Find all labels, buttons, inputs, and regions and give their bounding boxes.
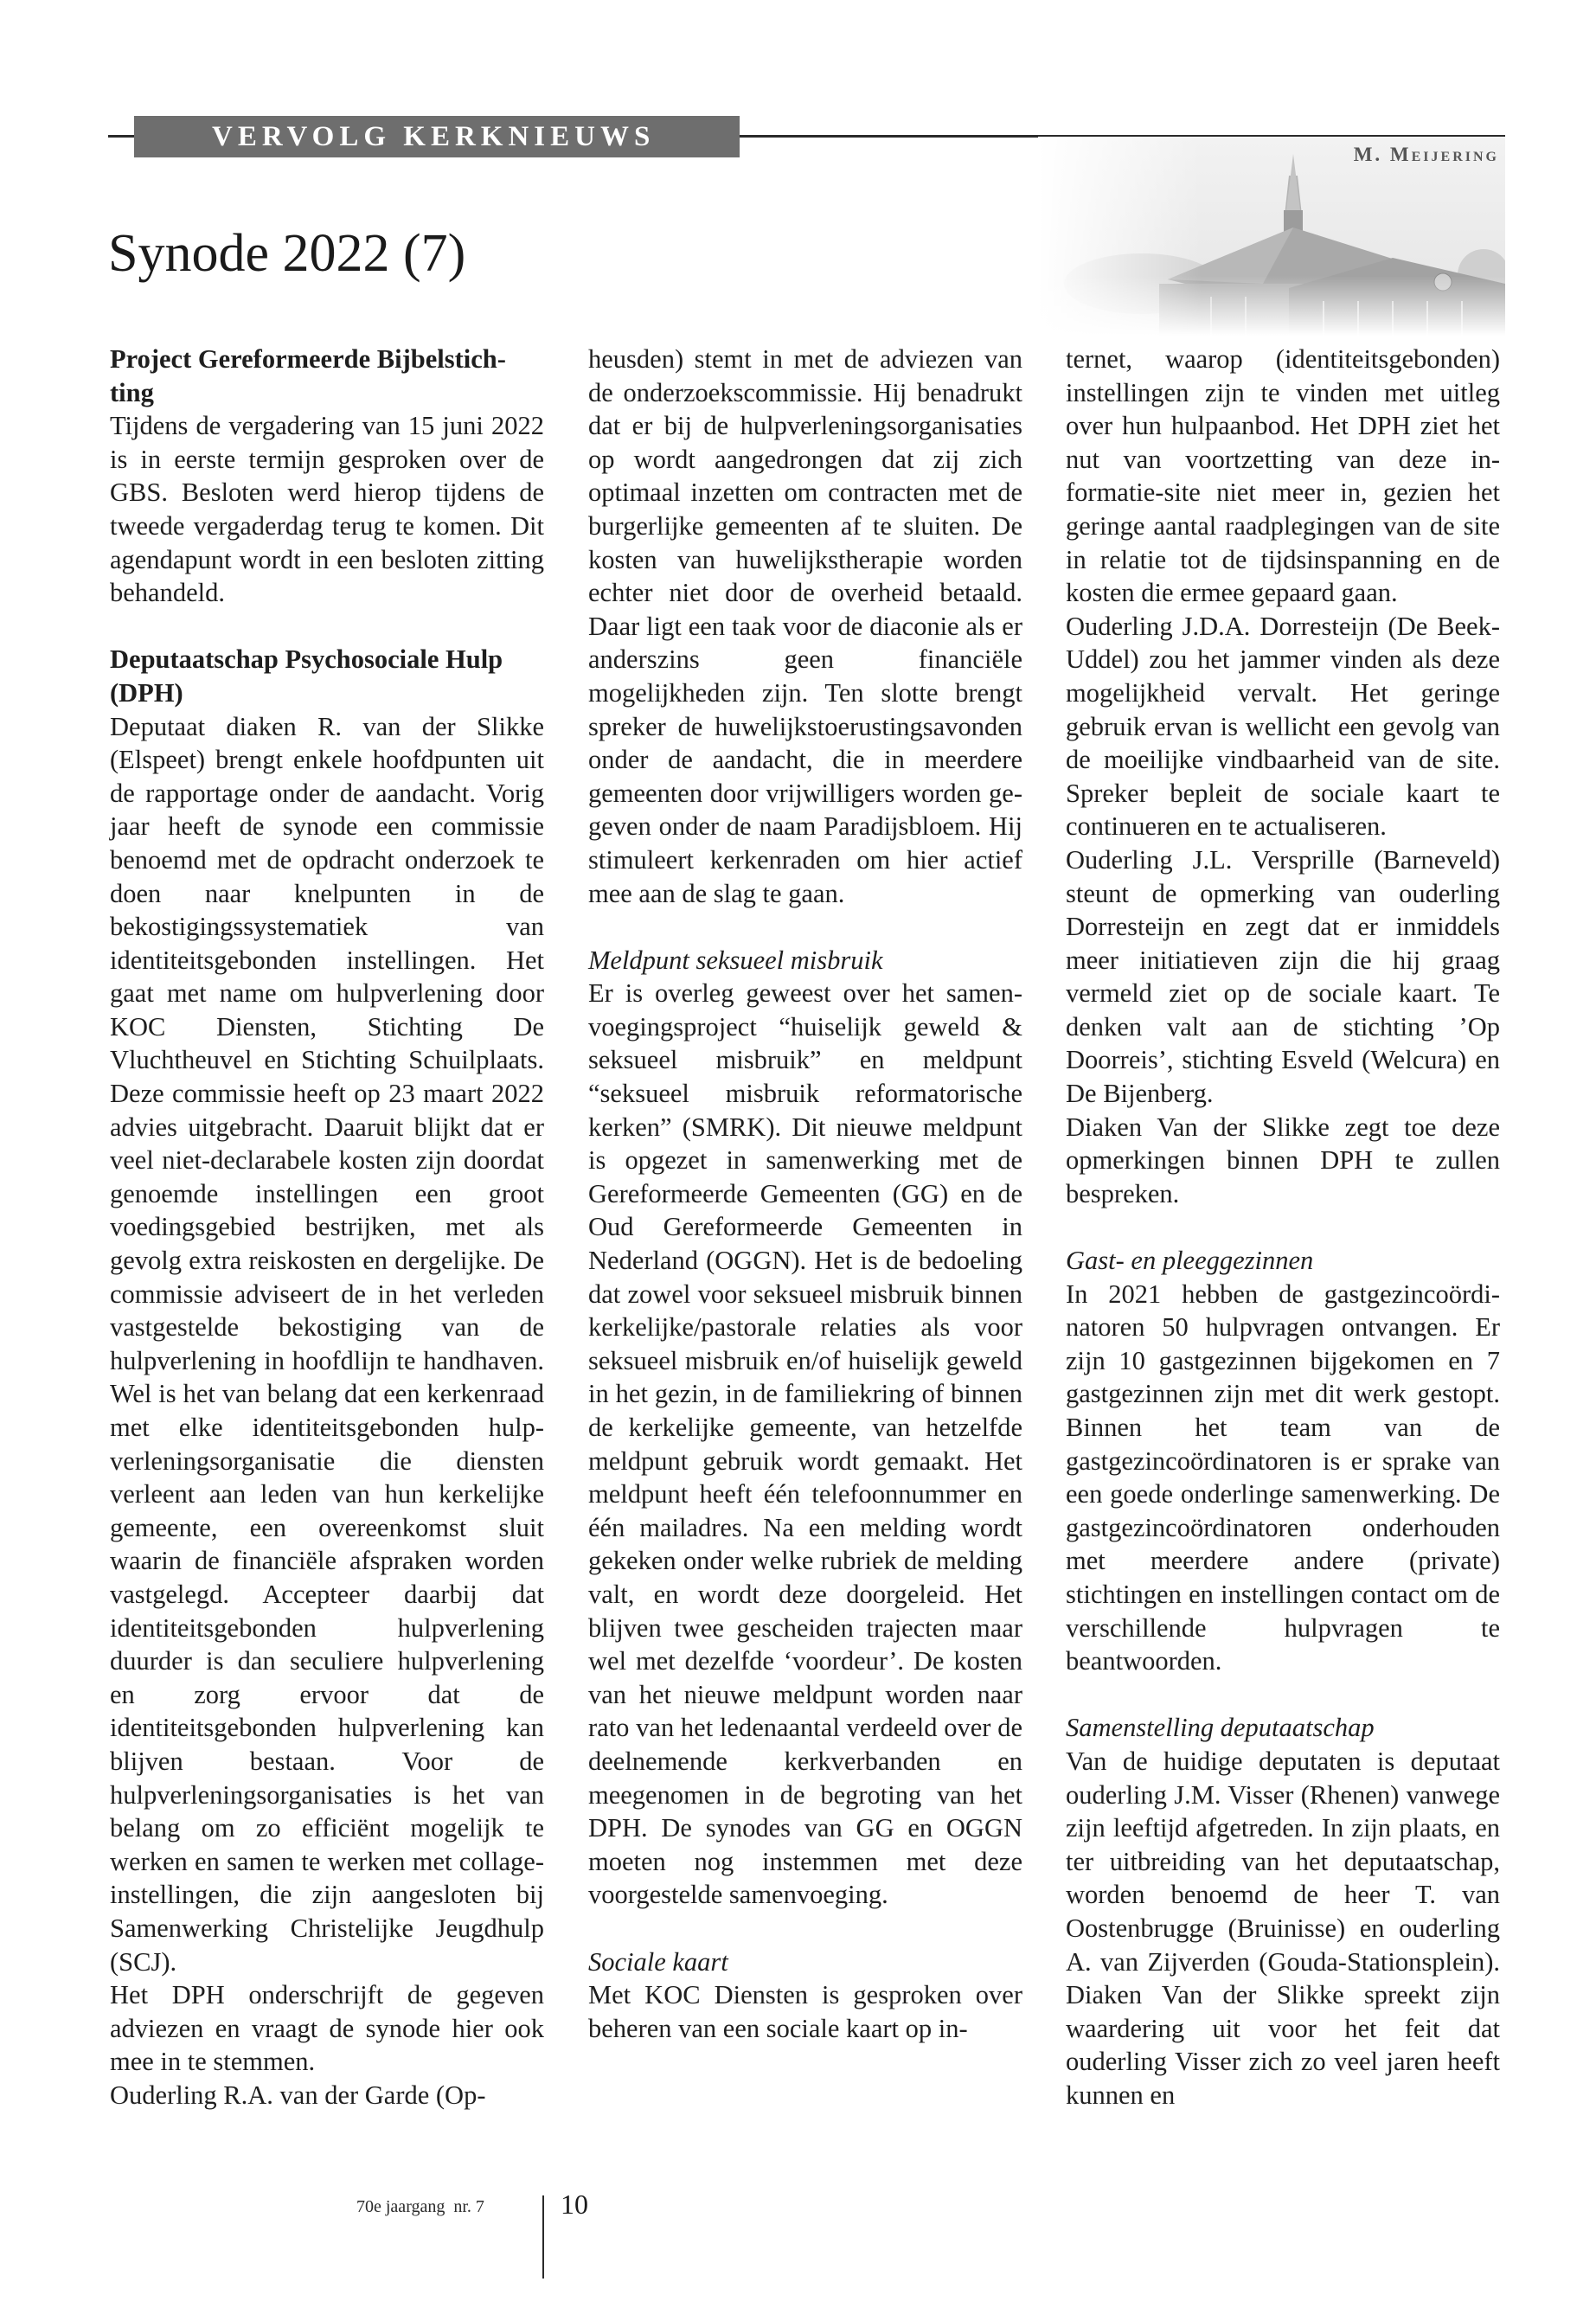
church-icon — [1038, 137, 1505, 336]
column-2 — [588, 343, 1022, 2045]
author-name: M. Meijering — [1353, 144, 1499, 165]
paragraph-spacer — [1066, 1210, 1500, 1244]
article-title: Synode 2022 (7) — [108, 224, 466, 283]
footer-divider — [542, 2195, 544, 2279]
paragraph: Het DPH onderschrijft de gegeven adviezen en vraagt de synode hier ook mee in te stemmen. — [110, 1980, 544, 2077]
section-label: VERVOLG KERKNIEUWS — [212, 120, 656, 152]
section-banner — [134, 116, 740, 157]
section-heading: Deputaatschap Psychosociale Hulp (DPH) — [110, 644, 503, 708]
subsection-heading: Meldpunt seksueel misbruik — [588, 945, 883, 975]
column-3 — [1066, 343, 1500, 2112]
paragraph: Van de huidige deputaten is deputaat ouderling J.M. Visser (Rhenen) vanwege zijn leeftijd afgetreden. In zijn plaats, en ter uitbreiding van het deputaatschap, worden benoemd de heer T. van Oostenbrugge (Bruinisse) en ouderling A. van Zijverden (Gouda-Stationsplein). Diaken Van der Slikke spreekt zijn waardering uit voor het feit dat ouderling Visser zich zo veel jaren heeft kunnen en — [1066, 1746, 1500, 2110]
paragraph-spacer — [110, 610, 544, 644]
paragraph: Deputaat diaken R. van der Slikke (Elspeet) brengt enkele hoofdpunten uit de rapportage onder de aandacht. Vorig jaar heeft de synode een commissie benoemd met de opdracht onderzoek te doen naar knelpunten in de bekostigingssystematiek van identiteitsgebonden instellingen. Het gaat met name om hulpverlening door KOC Diensten, Stichting De Vluchtheuvel en Stichting Schuilplaats. Deze commissie heeft op 23 maart 2022 advies uitgebracht. Daaruit blijkt dat er veel niet-declarabele kosten zijn doordat genoemde instellingen een groot voedingsgebied bestrijken, met als gevolg extra reiskosten en dergelijke. De commissie adviseert de in het verleden vastgestelde bekostiging van de hulpverlening in hoofdlijn te handhaven. Wel is het van belang dat een kerkenraad met elke identiteitsgebonden hulpverleningsorganisatie die diensten verleent aan leden van hun kerkelijke gemeente, een overeenkomst sluit waarin de financiële afspraken worden vastgelegd. Accepteer daarbij dat identiteitsgebonden hulpverlening duurder is dan seculiere hulpverlening en zorg ervoor dat de identiteitsgebonden hulpverlening kan blijven bestaan. Voor de hulpverleningsorganisaties is het van belang om zo efficiënt mogelijk te werken en samen te werken met collage-instellingen, die zijn aangesloten bij Samenwerking Christelijke Jeugdhulp (SCJ). — [110, 711, 544, 1977]
section-heading: Project Gereformeerde Bijbelstich-ting — [110, 344, 506, 407]
column-1 — [110, 343, 544, 2112]
paragraph: ternet, waarop (identiteitsgebonden) instellingen zijn te vinden met uitleg over hun hulpaanbod. Het DPH ziet het nut van voortzetting van deze informatie-site niet meer in, gezien het geringe aantal raadplegingen van de site in relatie tot de tijdsinspanning en de kosten die ermee gepaard gaan. — [1066, 344, 1500, 608]
subsection-heading: Gast- en pleeggezinnen — [1066, 1246, 1314, 1276]
paragraph: In 2021 hebben de gastgezincoördinatoren 50 hulpvragen ontvangen. Er zijn 10 gastgezinnen bijgekomen en 7 gastgezinnen zijn met dit werk gestopt. Binnen het team van de gastgezincoördinatoren is er sprake van een goede onderlinge samenwerking. De gastgezincoördinatoren onderhouden met meerdere andere (private) stichtingen en instellingen contact om de verschillende hulpvragen te beantwoorden. — [1066, 1279, 1500, 1676]
church-photo — [1038, 137, 1505, 336]
paragraph: Er is overleg geweest over het samenvoegingsproject “huiselijk geweld & seksueel misbruik” en meldpunt “seksueel misbruik reformatorische kerken” (SMRK). Dit nieuwe meldpunt is opgezet in samenwerking met de Gereformeerde Gemeenten (GG) en de Oud Gereformeerde Gemeenten in Nederland (OGGN). Het is de bedoeling dat zowel voor seksueel misbruik binnen kerkelijke/pastorale relaties als voor seksueel misbruik en/of huiselijk geweld in het gezin, in de familiekring of binnen de kerkelijke gemeente, van hetzelfde meldpunt gebruik wordt gemaakt. Het meldpunt heeft één telefoonnummer en één mailadres. Na een melding wordt gekeken onder welke rubriek de melding valt, en wordt deze doorgeleid. Het blijven twee gescheiden trajecten maar wel met dezelfde ‘voordeur’. De kosten van het nieuwe meldpunt worden naar rato van het ledenaantal verdeeld over de deelnemende kerkverbanden en meegenomen in de begroting van het DPH. De synodes van GG en OGGN moeten nog instemmen met deze voorgestelde samenvoeging. — [588, 978, 1022, 1910]
paragraph: Ouderling R.A. van der Garde (Op- — [110, 2080, 486, 2110]
paragraph-spacer — [588, 910, 1022, 944]
paragraph: Ouderling J.D.A. Dorresteijn (De Beek-Uddel) zou het jammer vinden als deze mogelijkheid vervalt. Het geringe gebruik ervan is wellicht een gevolg van de moeilijke vindbaarheid van de site. Spreker bepleit de sociale kaart te continueren en te actualiseren. — [1066, 611, 1500, 842]
paragraph: heusden) stemt in met de adviezen van de onderzoekscommissie. Hij benadrukt dat er bij de hulpverleningsorganisaties op wordt aangedrongen dat zij zich optimaal inzetten om contracten met de burgerlijke gemeenten af te sluiten. De kosten van huwelijkstherapie worden echter niet door de overheid betaald. Daar ligt een taak voor de diaconie als er anderszins geen financiële mogelijkheden zijn. Ten slotte brengt spreker de huwelijkstoerustingsavonden onder de aandacht, die in meerdere gemeenten door vrijwilligers worden gegeven onder de naam Paradijsbloem. Hij stimuleert kerkenraden om hier actief mee aan de slag te gaan. — [588, 344, 1022, 908]
paragraph-spacer — [588, 1912, 1022, 1945]
paragraph: Diaken Van der Slikke zegt toe deze opmerkingen binnen DPH te zullen bespreken. — [1066, 1112, 1500, 1208]
subsection-heading: Sociale kaart — [588, 1946, 728, 1977]
paragraph: Met KOC Diensten is gesproken over beheren van een sociale kaart op in- — [588, 1980, 1022, 2043]
paragraph: Ouderling J.L. Versprille (Barneveld) steunt de opmerking van ouderling Dorresteijn en zegt dat er inmiddels meer initiatieven zijn die hij graag vermeld ziet op de sociale kaart. Te denken valt aan de stichting ’Op Doorreis’, stichting Esveld (Welcura) en De Bijenberg. — [1066, 844, 1500, 1109]
page-number: 10 — [561, 2189, 588, 2220]
paragraph: Tijdens de vergadering van 15 juni 2022 is in eerste termijn gesproken over de GBS. Besloten werd hierop tijdens de tweede vergaderdag terug te komen. Dit agendapunt wordt in een besloten zitting behandeld. — [110, 411, 544, 608]
subsection-heading: Samenstelling deputaatschap — [1066, 1713, 1375, 1743]
issue-info: 70e jaargang nr. 7 — [356, 2197, 484, 2216]
paragraph-spacer — [1066, 1678, 1500, 1712]
